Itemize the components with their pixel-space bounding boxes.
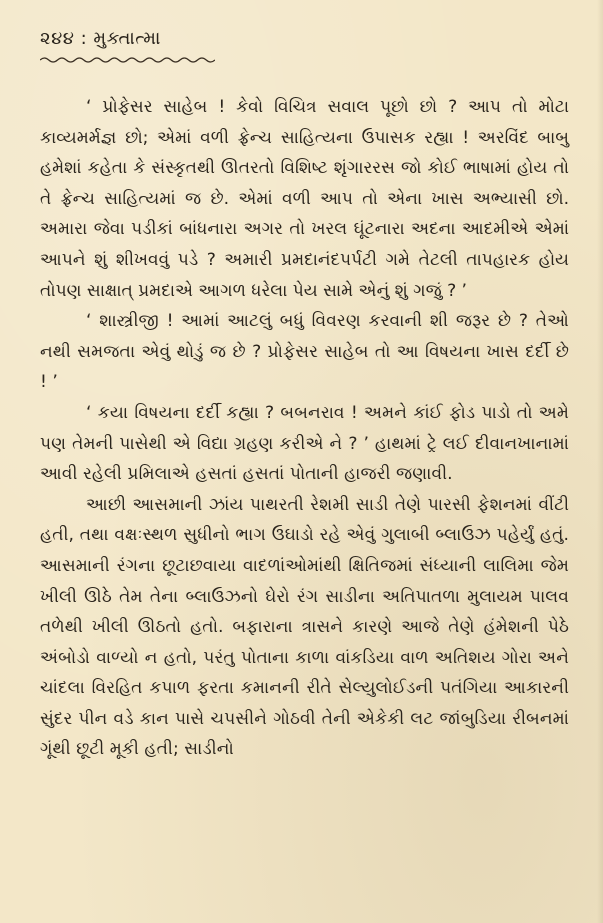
running-head: ૨૪૪ : મુક્તાત્મા <box>40 28 161 49</box>
page-edge-shadow <box>597 0 603 923</box>
paragraph-4: આછી આસમાની ઝાંય પાથરતી રેશમી સાડી તેણે પારસી ફેશનમાં વીંટી હતી, તથા વક્ષઃસ્થળ સુધીનો ભાગ ઉઘાડો રહે એવું ગુલાબી બ્લાઉઝ પહેર્યું હતું. આસમાની રંગના છૂટાછવાયા વાદળાંઓમાંથી ક્ષિતિજમાં સંધ્યાની લાલિમા જેમ ખીલી ઊઠે તેમ તેના બ્લાઉઝનો ઘેરો રંગ સાડીના અતિપાતળા મુલાયમ પાલવ તળેથી ખીલી ઊઠતો હતો. બફારાના ત્રાસને કારણે આજે તેણે હંમેશની પેઠે અંબોડો વાળ્યો ન હતો, પરંતુ પોતાના કાળા વાંકડિયા વાળ અતિશય ગોરા અને ચાંદલા વિરહિત કપાળ ફરતા કમાનની રીતે સેલ્યુલોઈડની પતંગિયા આકારની સુંદર પીન વડે કાન પાસે ચપસીને ગોઠવી તેની એકેકી લટ જાંબુડિયા રીબનમાં ગૂંથી છૂટી મૂકી હતી; સાડીનો <box>40 494 569 760</box>
page-header <box>40 28 569 76</box>
paragraph-3: ‘ કયા વિષયના દર્દી કહ્યા ? બબનરાવ ! અમને કાંઈ ફોડ પાડો તો અમે પણ તેમની પાસેથી એ વિદ્યા ગ્રહણ કરીએ ને ? ’ હાથમાં ટ્રે લઈ દીવાનખાનામાં આવી રહેલી પ્રમિલાએ હસતાં હસતાં પોતાની હાજરી જણાવી. <box>40 402 569 485</box>
page-body-text <box>40 92 569 765</box>
paragraph-2: ‘ શાસ્ત્રીજી ! આમાં આટલું બધું વિવરણ કરવાની શી જરૂર છે ? તેઓ નથી સમજતા એવું થોડું જ છે ? પ્રોફેસર સાહેબ તો આ વિષયના ખાસ દર્દી છે ! ’ <box>40 311 569 393</box>
wavy-underline <box>40 56 215 64</box>
paragraph-1: ‘ પ્રોફેસર સાહેબ ! કેવો વિચિત્ર સવાલ પૂછો છો ? આપ તો મોટા કાવ્યમર્મજ્ઞ છો; એમાં વળી ફ્રેન્ચ સાહિત્યના ઉપાસક રહ્યા ! અરવિંદ બાબુ હમેશાં કહેતા કે સંસ્કૃતથી ઊતરતો વિશિષ્ટ શૃંગારરસ જો કોઈ ભાષામાં હોય તો તે ફ્રેન્ચ સાહિત્યમાં જ છે. એમાં વળી આપ તો એના ખાસ અભ્યાસી છો. અમારા જેવા પડીકાં બાંધનારા અગર તો ખરલ ઘૂંટનારા અદના આદમીએ એમાં આપને શું શીખવવું પડે ? અમારી પ્રમદાનંદપર્પટી ગમે તેટલી તાપહારક હોય તોપણ સાક્ષાત્ પ્રમદાએ આગળ ધરેલા પેય સામે એનું શું ગજું ? ’ <box>40 97 569 301</box>
